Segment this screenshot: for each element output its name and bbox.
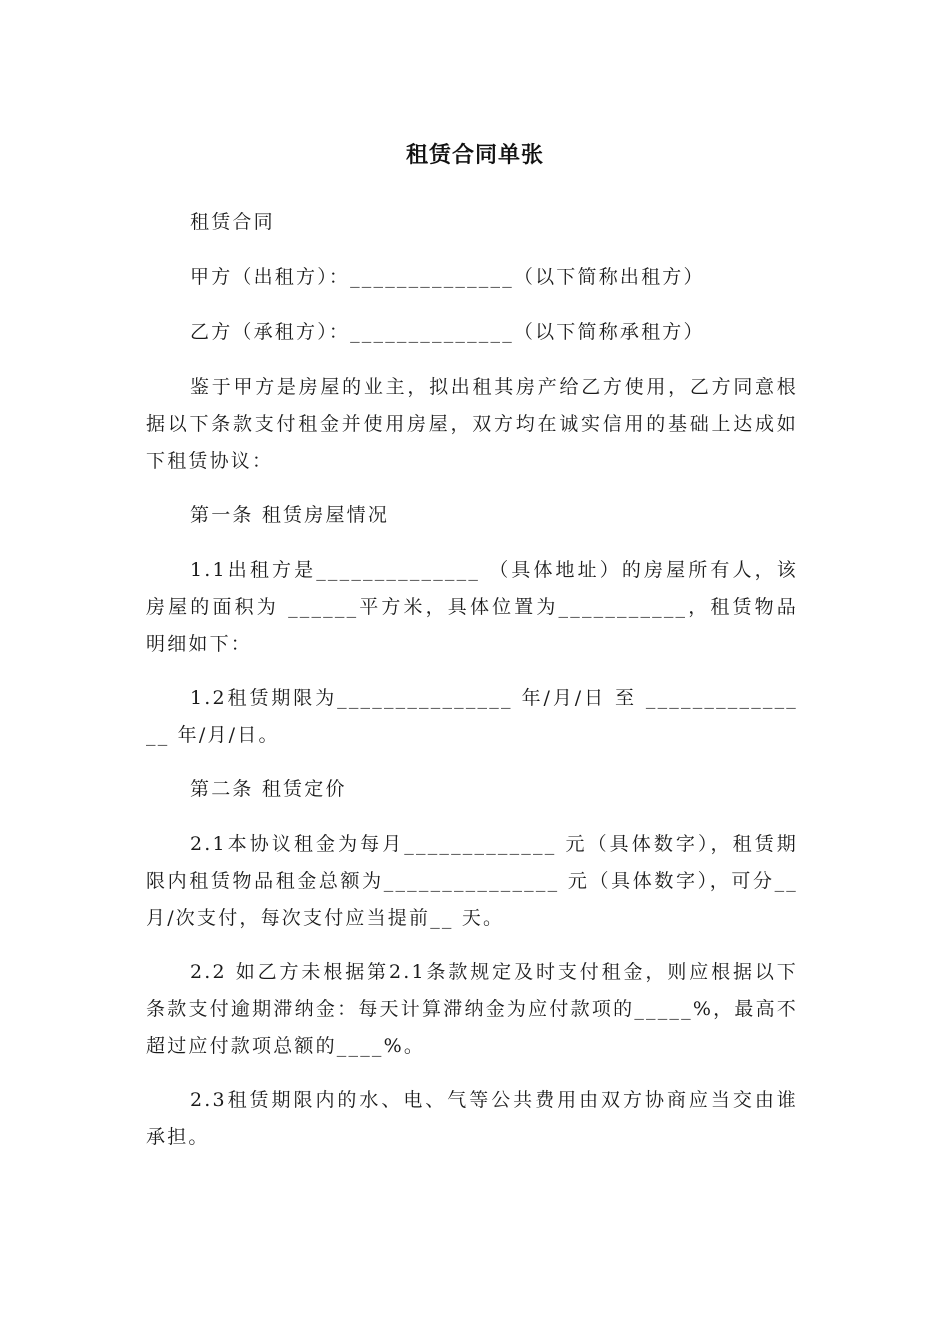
paragraph-preamble: 鉴于甲方是房屋的业主，拟出租其房产给乙方使用，乙方同意根据以下条款支付租金并使用房屋，双方均在诚实信用的基础上达成如下租赁协议：: [146, 376, 798, 472]
article-1-heading: 第一条 租赁房屋情况: [190, 504, 390, 526]
paragraph-contract-heading: 租赁合同: [190, 211, 275, 233]
document-title: 租赁合同单张: [405, 143, 544, 168]
document-body: [146, 204, 798, 1173]
clause-2-3: 2.3租赁期限内的水、电、气等公共费用由双方协商应当交由谁承担。: [146, 1089, 798, 1148]
clause-1-1: 1.1出租方是______________ （具体地址）的房屋所有人，该房屋的面积为 ______平方米，具体位置为___________，租赁物品明细如下：: [146, 559, 798, 655]
clause-2-2: 2.2 如乙方未根据第2.1条款规定及时支付租金，则应根据以下条款支付逾期滞纳金：每天计算滞纳金为应付款项的_____%，最高不超过应付款项总额的____%。: [146, 961, 798, 1057]
paragraph-party-b: 乙方（承租方）：______________（以下简称承租方）: [190, 321, 705, 343]
clause-1-2: 1.2租赁期限为_______________ 年/月/日 至 _______________ 年/月/日。: [146, 687, 798, 746]
paragraph-party-a: 甲方（出租方）：______________（以下简称出租方）: [190, 266, 705, 288]
article-2-heading: 第二条 租赁定价: [190, 778, 347, 800]
clause-2-1: 2.1本协议租金为每月_____________ 元（具体数字），租赁期限内租赁物品租金总额为_______________ 元（具体数字），可分__ 月/次支付，每次支付应当提前__ 天。: [146, 833, 798, 929]
